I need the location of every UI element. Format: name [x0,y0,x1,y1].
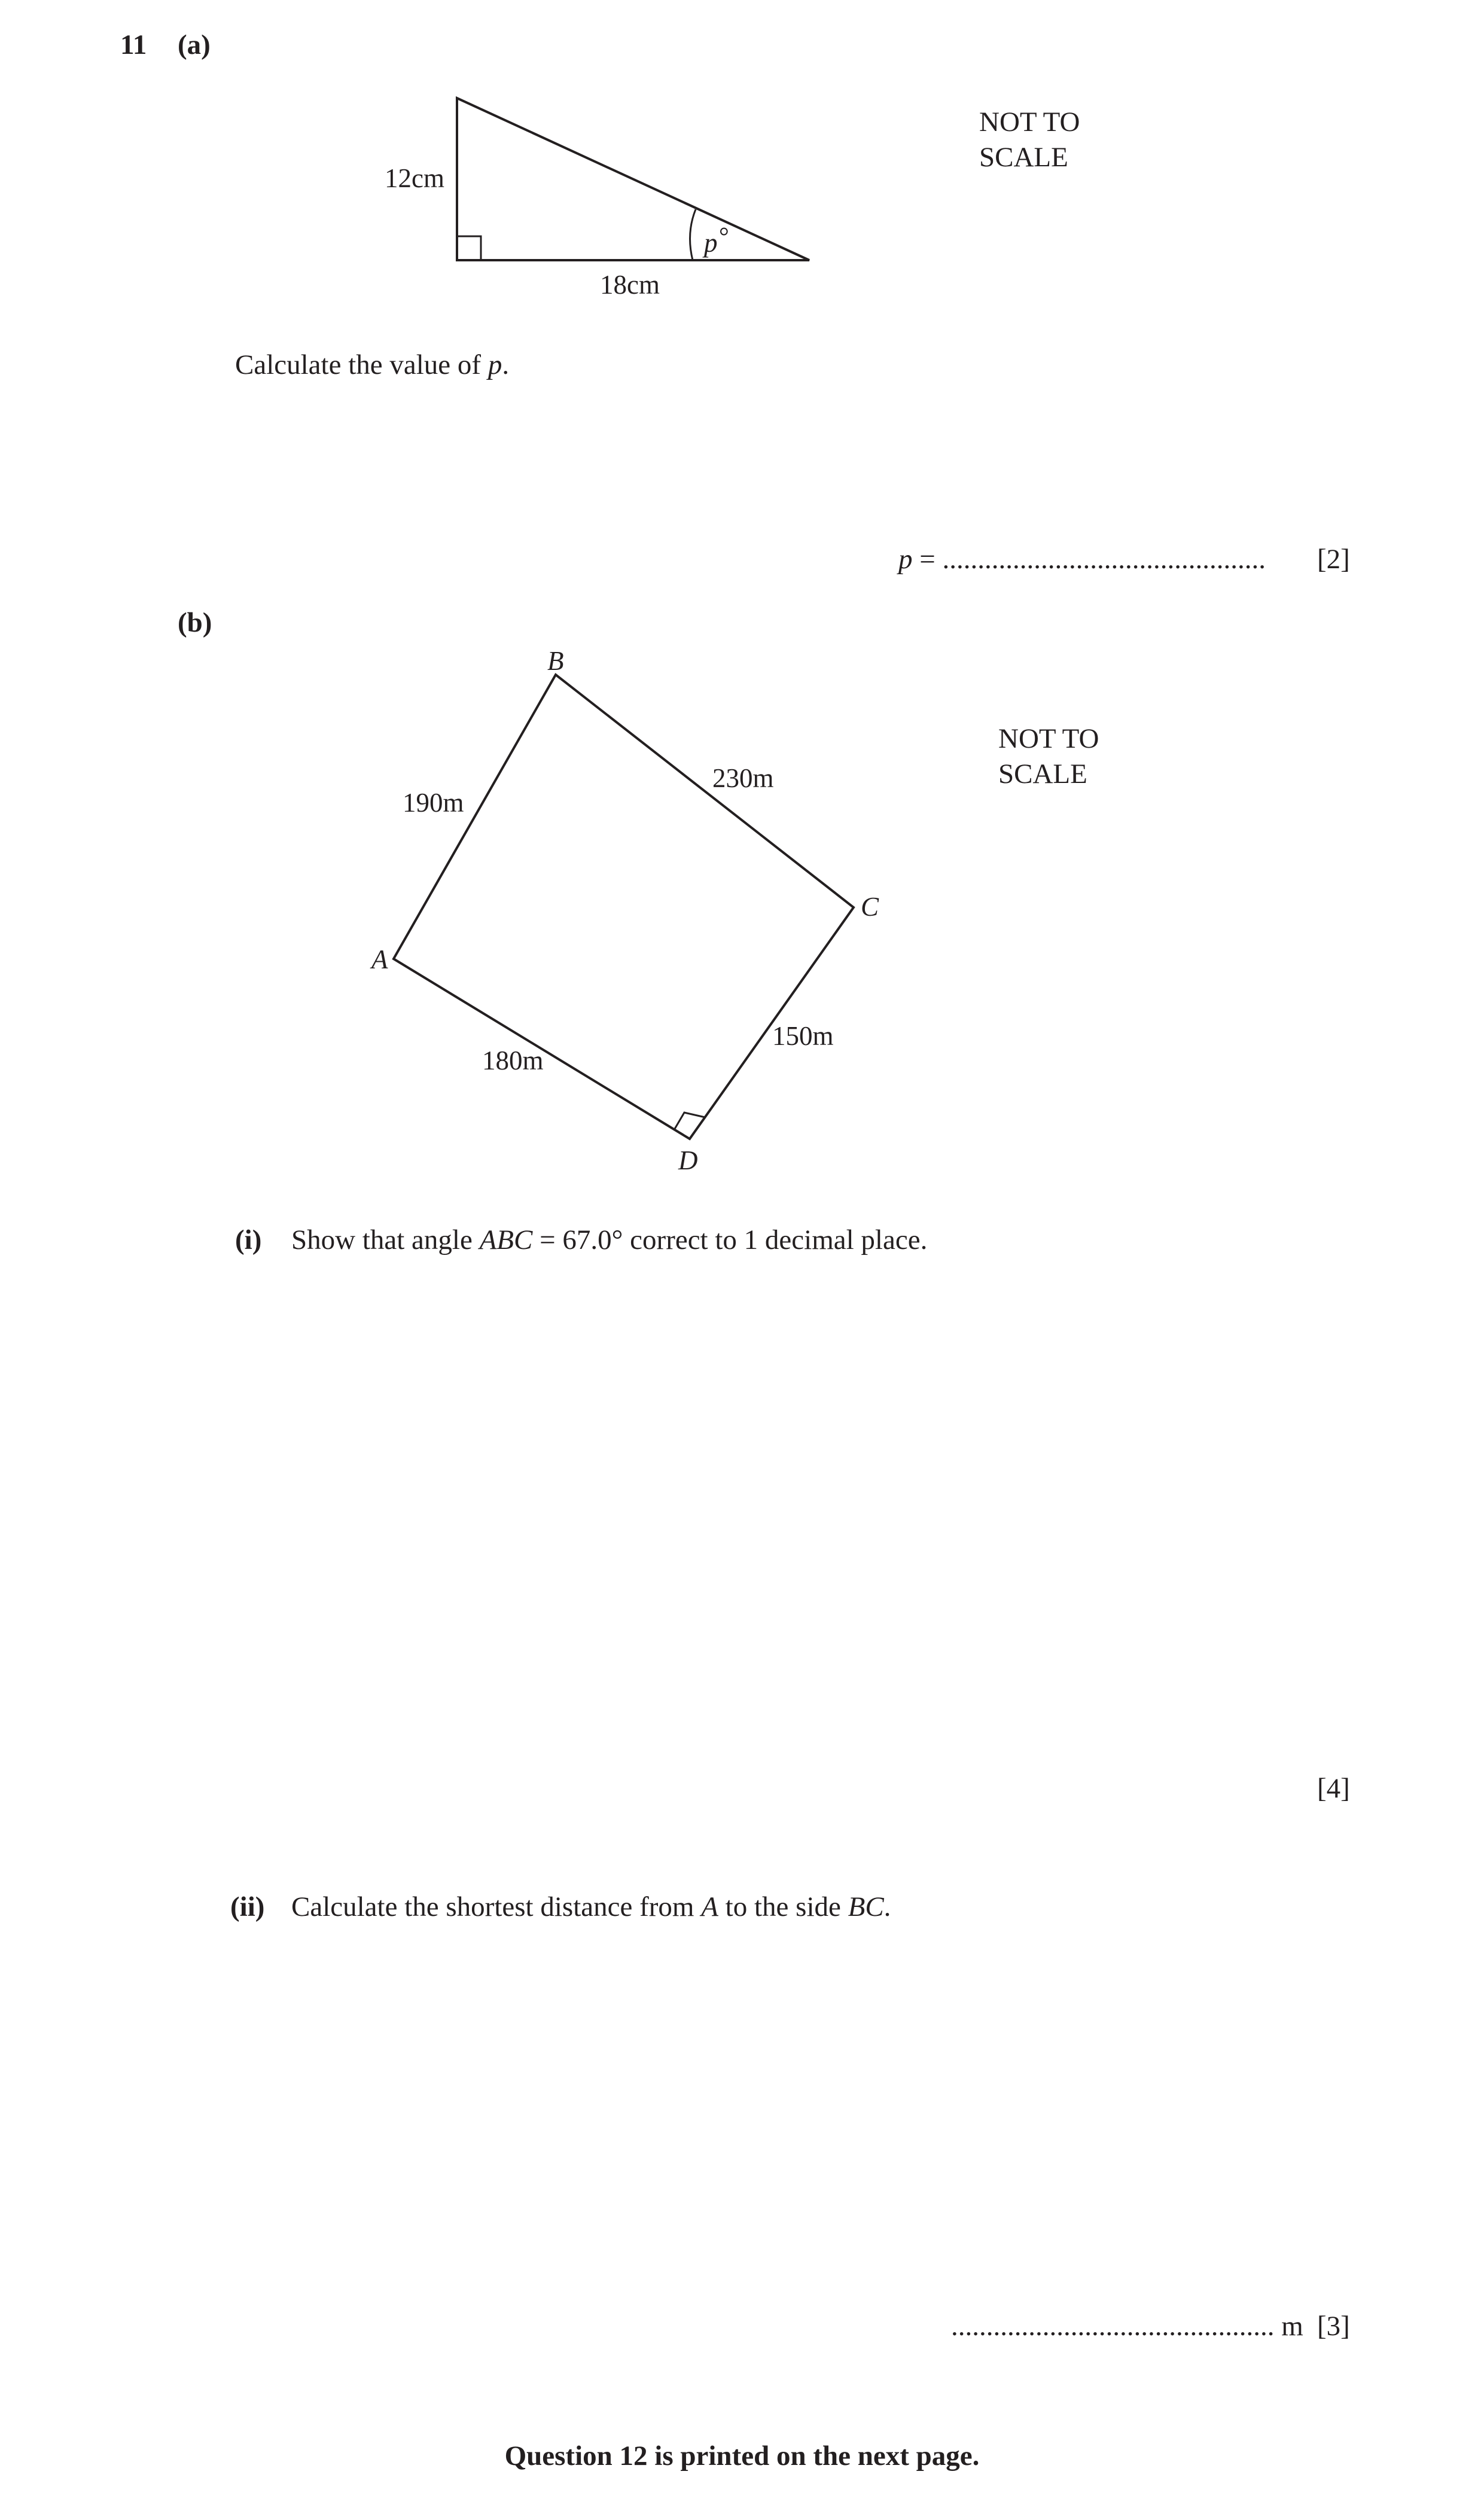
footer-next-page-note: Question 12 is printed on the next page. [504,2440,980,2472]
sub-ii-text-suffix: . [883,1891,891,1922]
question-number: 11 [120,29,147,60]
sub-i-text-prefix: Show that angle [291,1224,480,1256]
vertex-c-label: C [861,892,879,922]
sub-ii-marks: [3] [1317,2311,1350,2342]
part-a-answer-equals: = [919,544,936,575]
part-b-not-to-scale: NOT TO SCALE [998,723,1099,790]
sub-i-marks: [4] [1317,1773,1350,1804]
angle-degree-symbol: ° [719,223,729,251]
angle-p-arc [690,209,696,260]
side-cd-label: 150m [772,1021,834,1051]
side-bc-label: 230m [712,763,774,793]
right-angle-marker [457,236,481,260]
vertex-b-label: B [547,646,564,676]
sub-ii-text-var1: A [701,1891,718,1922]
right-angle-marker-d [674,1113,705,1130]
part-a-answer-line [898,546,1266,574]
part-a-prompt-suffix: . [502,349,510,380]
part-a-answer-var: p [898,544,913,575]
side-ad-label: 180m [482,1046,544,1075]
sub-ii-label: (ii) [230,1891,265,1922]
part-a-answer-field[interactable]: .............................................. [942,544,1266,575]
part-a-marks: [2] [1317,544,1350,575]
part-b-label: (b) [178,607,212,638]
sub-i-text [291,1226,927,1254]
side-ab-label: 190m [403,788,464,818]
side-12cm-label: 12cm [385,163,444,193]
part-a-not-to-scale: NOT TO SCALE [979,106,1080,173]
part-a-prompt [235,351,509,379]
part-a-prompt-var: p [487,349,502,380]
angle-p-label: p [704,228,718,258]
triangle-outline [457,98,809,260]
quadrilateral-outline [394,675,854,1139]
sub-ii-text [291,1893,891,1921]
vertex-a-label: A [371,944,388,974]
sub-ii-answer-line [951,2312,1303,2341]
sub-ii-text-mid: to the side [718,1891,848,1922]
sub-i-text-suffix: = 67.0° correct to 1 decimal place. [532,1224,928,1256]
side-18cm-label: 18cm [600,270,660,300]
vertex-d-label: D [678,1145,698,1175]
right-triangle-figure [385,98,809,300]
sub-i-text-var: ABC [479,1224,533,1256]
part-a-prompt-prefix: Calculate the value of [235,349,488,380]
sub-ii-answer-unit: m [1281,2311,1303,2342]
sub-ii-text-prefix: Calculate the shortest distance from [291,1891,702,1922]
quadrilateral-figure [370,646,879,1175]
part-a-label: (a) [178,29,211,60]
sub-ii-text-var2: BC [848,1891,884,1922]
sub-ii-answer-field[interactable]: .............................................. [951,2311,1275,2342]
sub-i-label: (i) [235,1224,262,1256]
